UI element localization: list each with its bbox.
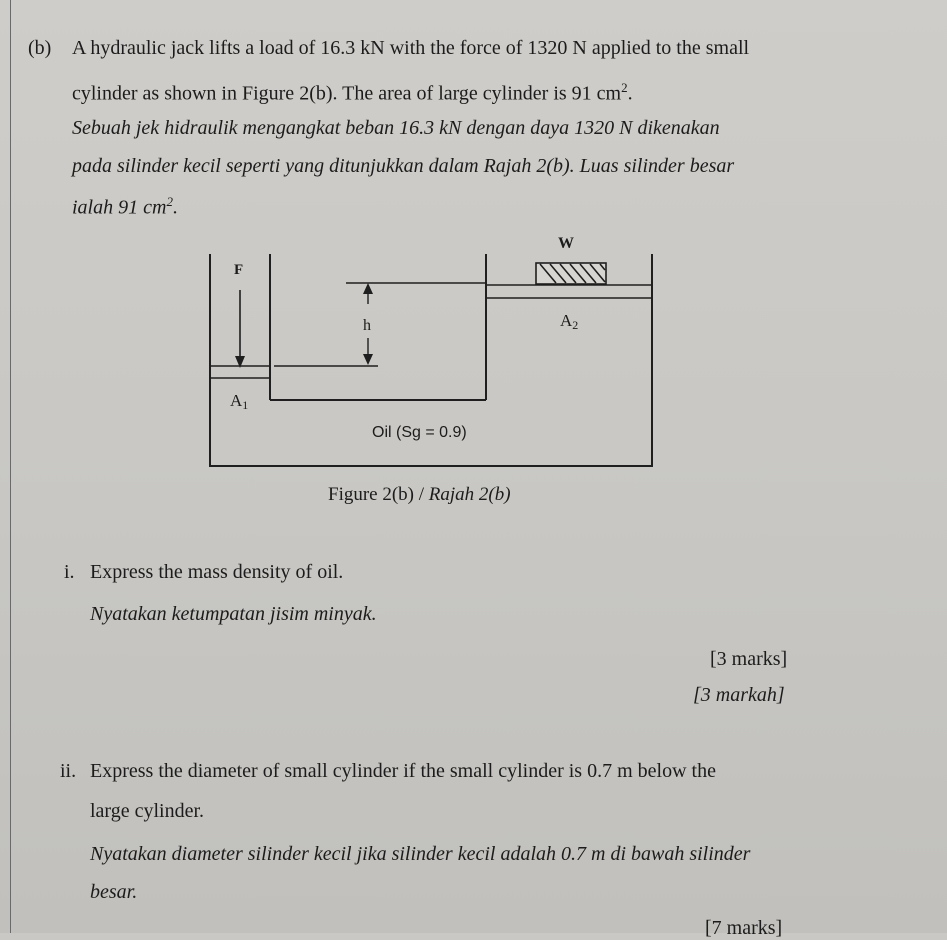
part-ii-question-en-line-2: large cylinder. <box>90 800 205 822</box>
figure-caption: Figure 2(b) / Rajah 2(b) <box>328 484 511 505</box>
question-en-line-2: cylinder as shown in Figure 2(b). The area of large cylinder is 91 $cm^2$. <box>72 80 633 105</box>
label-a2: A2 <box>560 311 579 332</box>
part-i-question-en: Express the mass density of oil. <box>90 561 344 583</box>
part-ii-question-my-line-1: Nyatakan diameter silinder kecil jika silinder kecil adalah 0.7 m di bawah silinder <box>90 843 751 865</box>
label-w: W <box>558 235 574 252</box>
part-i-label: i. <box>64 561 75 583</box>
question-my-line-2: pada silinder kecil seperti yang ditunjukkan dalam Rajah 2(b). Luas silinder besar <box>72 155 735 177</box>
large-piston <box>486 285 652 298</box>
part-i-marks-my: [3 markah] <box>693 684 785 706</box>
label-oil: Oil (Sg = 0.9) <box>372 424 467 441</box>
part-ii-marks-en: [7 marks] <box>705 917 783 939</box>
part-i-question-my: Nyatakan ketumpatan jisim minyak. <box>90 603 377 625</box>
label-h: h <box>363 317 371 334</box>
label-a1: A1 <box>230 391 249 412</box>
part-ii-question-my-line-2: besar. <box>90 881 138 903</box>
question-my-line-3: ialah 91 $cm^2$. <box>72 194 178 219</box>
part-ii-question-en-line-1: Express the diameter of small cylinder if the small cylinder is 0.7 m below the <box>90 760 716 782</box>
part-i-marks-en: [3 marks] <box>710 648 788 670</box>
question-en-line-1: A hydraulic jack lifts a load of 16.3 kN with the force of 1320 N applied to the small <box>72 37 750 59</box>
question-label: (b) <box>28 37 52 59</box>
question-my-line-1: Sebuah jek hidraulik mengangkat beban 16.3 kN dengan daya 1320 N dikenakan <box>72 117 720 139</box>
h-arrowhead-up <box>363 283 373 294</box>
label-f: F <box>234 262 244 278</box>
part-ii-label: ii. <box>60 760 77 782</box>
h-arrowhead-down <box>363 354 373 365</box>
load-block <box>536 263 606 284</box>
